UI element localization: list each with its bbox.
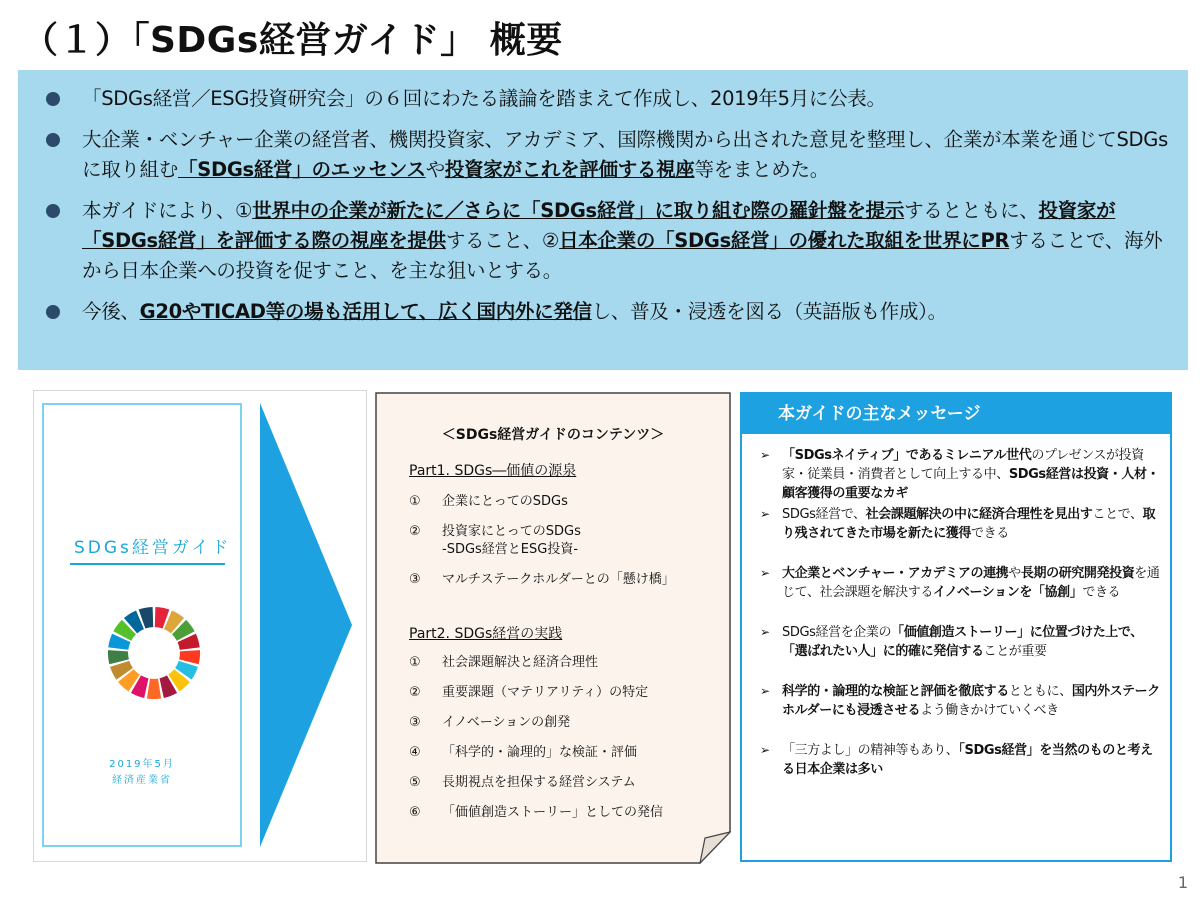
- bullet-dot-icon: [46, 133, 60, 147]
- message-item: [758, 564, 1160, 602]
- text-segment: 等をまとめた。: [694, 158, 829, 181]
- sdg-wheel-segment: [147, 679, 161, 699]
- summary-box: [18, 70, 1188, 370]
- summary-bullet: [46, 196, 1168, 286]
- contents-title: ＜SDGs経営ガイドのコンテンツ＞: [441, 427, 665, 443]
- cover-title: SDGs経営ガイド: [74, 538, 232, 558]
- summary-bullet: [46, 297, 1168, 327]
- emphasis-text: 投資家が「SDGs経営」を評価する際の視座を提供: [82, 199, 1116, 252]
- text-segment: を通じて、社会課題を解決する: [782, 566, 1160, 600]
- emphasis-text: SDGs経営は投資・人材・顧客獲得の重要なカギ: [782, 467, 1160, 501]
- contents-item: [409, 774, 636, 792]
- message-item: [758, 741, 1160, 779]
- emphasis-text: 「SDGsネイティブ」であるミレニアル世代: [782, 448, 1032, 463]
- item-line: 重要課題（マテリアリティ）の特定: [442, 685, 649, 700]
- text-segment: よう働きかけていくべき: [920, 703, 1059, 718]
- summary-bullet: [46, 125, 1168, 185]
- text-segment: 大企業・ベンチャー企業の経営者、機関投資家、アカデミア、国際機関から出された意見を整理し、企業が本業を通じてSDGsに取り組む: [82, 128, 1168, 181]
- contents-item: [409, 523, 581, 559]
- emphasis-text: 世界中の企業が新たに／さらに「SDGs経営」に取り組む際の羅針盤を提示: [252, 199, 905, 222]
- arrow-bullet-icon: ➢: [760, 507, 770, 521]
- page-title: （１）「SDGs経営ガイド」 概要: [22, 20, 563, 61]
- item-number: ⑥: [409, 805, 421, 820]
- item-number: ①: [409, 655, 421, 670]
- part2-heading: Part2. SDGs経営の実践: [409, 626, 563, 642]
- contents-item: [409, 571, 675, 589]
- arrow-bullet-icon: ➢: [760, 566, 770, 580]
- item-line: 投資家にとってのSDGs: [442, 524, 581, 539]
- emphasis-text: 投資家がこれを評価する視座: [444, 158, 695, 181]
- message-item: [758, 446, 1160, 501]
- emphasis-text: 長期の研究開発投資: [1020, 566, 1135, 581]
- contents-item: [409, 493, 568, 511]
- arrow-bullet-icon: ➢: [760, 625, 770, 639]
- text-segment: ことで、: [1092, 507, 1143, 522]
- text-segment: するとともに、: [904, 199, 1039, 222]
- arrow-bullet-icon: ➢: [760, 743, 770, 757]
- contents-item: [409, 744, 637, 762]
- text-segment: できる: [1082, 585, 1121, 600]
- text-segment: し、普及・浸透を図る（英語版も作成）。: [591, 300, 947, 323]
- part1-heading: Part1. SDGs―価値の源泉: [409, 463, 577, 479]
- summary-bullet: [46, 84, 1168, 114]
- text-segment: 今後、: [82, 300, 140, 323]
- item-text: [442, 804, 663, 822]
- message-item: [758, 505, 1160, 543]
- item-line: -SDGs経営とESG投資-: [442, 542, 579, 557]
- item-text: [442, 571, 675, 589]
- emphasis-text: 科学的・論理的な検証と評価を徹底する: [782, 684, 1009, 699]
- cover-date: 2019年5月: [109, 759, 175, 770]
- contents-body: [375, 392, 731, 864]
- arrow-bullet-icon: ➢: [760, 684, 770, 698]
- item-text: [442, 523, 581, 559]
- item-line: 企業にとってのSDGs: [442, 494, 568, 509]
- message-item: [758, 623, 1160, 661]
- emphasis-text: 大企業とベンチャー・アカデミアの連携: [782, 566, 1009, 581]
- emphasis-text: 日本企業の「SDGs経営」の優れた取組を世界にPR: [559, 229, 1010, 252]
- text-segment: 「SDGs経営／ESG投資研究会」の６回にわたる議論を踏まえて作成し、2019年5月に公表。: [82, 87, 886, 110]
- key-messages-list: [742, 434, 1170, 779]
- contents-item: [409, 684, 648, 702]
- item-text: [442, 654, 598, 672]
- key-messages-heading: 本ガイドの主なメッセージ: [742, 394, 1170, 434]
- arrow-bullet-icon: ➢: [760, 448, 770, 462]
- arrow-right-icon: [256, 403, 356, 847]
- bullet-dot-icon: [46, 92, 60, 106]
- item-text: [442, 684, 648, 702]
- item-number: ⑤: [409, 775, 421, 790]
- item-number: ②: [409, 524, 421, 539]
- cover-ministry: 経済産業省: [112, 775, 172, 786]
- bullet-dot-icon: [46, 305, 60, 319]
- text-segment: や: [1008, 566, 1021, 581]
- cover-underline: [70, 563, 225, 565]
- text-segment: のプレゼンスが投資家・従業員・消費者として向上する中、: [782, 448, 1144, 482]
- text-segment: できる: [971, 526, 1009, 541]
- item-line: 「価値創造ストーリー」としての発信: [442, 805, 664, 820]
- message-item: [758, 682, 1160, 720]
- item-text: [442, 774, 636, 792]
- item-line: イノベーションの創発: [442, 715, 571, 730]
- item-line: 社会課題解決と経済合理性: [442, 655, 599, 670]
- guide-cover-panel: [33, 390, 367, 862]
- emphasis-text: イノベーションを「協創」: [932, 585, 1083, 600]
- text-segment: とともに、: [1008, 684, 1072, 699]
- contents-note: [375, 392, 731, 864]
- item-line: 長期視点を担保する経営システム: [442, 775, 636, 790]
- emphasis-text: 国内外ステークホルダーにも浸透させる: [782, 684, 1160, 718]
- text-segment: 「三方よし」の精神等もあり、: [782, 743, 959, 758]
- text-segment: ことが重要: [983, 644, 1047, 659]
- contents-item: [409, 804, 663, 822]
- key-messages-box: [740, 392, 1172, 862]
- item-text: [442, 493, 568, 511]
- contents-item: [409, 714, 570, 732]
- item-number: ③: [409, 572, 421, 587]
- bullet-dot-icon: [46, 204, 60, 218]
- text-segment: SDGs経営で、: [782, 507, 866, 522]
- emphasis-text: 「SDGs経営」のエッセンス: [178, 158, 426, 181]
- item-number: ②: [409, 685, 421, 700]
- item-line: マルチステークホルダーとの「懸け橋」: [442, 572, 675, 587]
- text-segment: することで、海外から日本企業への投資を促すこと、を主な狙いとする。: [82, 229, 1163, 282]
- text-segment: SDGs経営を企業の: [782, 625, 892, 640]
- page-number: 1: [1177, 873, 1188, 892]
- contents-item: [409, 654, 598, 672]
- item-text: [442, 714, 570, 732]
- emphasis-text: 取り残されてきた市場を新たに獲得: [782, 507, 1156, 541]
- guide-cover: [42, 403, 242, 847]
- text-segment: や: [425, 158, 445, 181]
- emphasis-text: G20やTICAD等の場も活用して、広く国内外に発信: [139, 300, 592, 323]
- item-text: [442, 744, 637, 762]
- item-number: ③: [409, 715, 421, 730]
- sdg-wheel-icon: [106, 605, 202, 701]
- text-segment: すること、②: [445, 229, 560, 252]
- emphasis-text: 「価値創造ストーリー」に位置づけた上で、「選ばれたい人」に的確に発信する: [782, 625, 1143, 659]
- item-line: 「科学的・論理的」な検証・評価: [442, 745, 638, 760]
- emphasis-text: 「SDGs経営」を当然のものと考える日本企業は多い: [782, 743, 1153, 777]
- summary-list: [46, 84, 1168, 327]
- emphasis-text: 社会課題解決の中に経済合理性を見出す: [865, 507, 1093, 522]
- text-segment: 本ガイドにより、①: [82, 199, 253, 222]
- item-number: ①: [409, 494, 421, 509]
- item-number: ④: [409, 745, 421, 760]
